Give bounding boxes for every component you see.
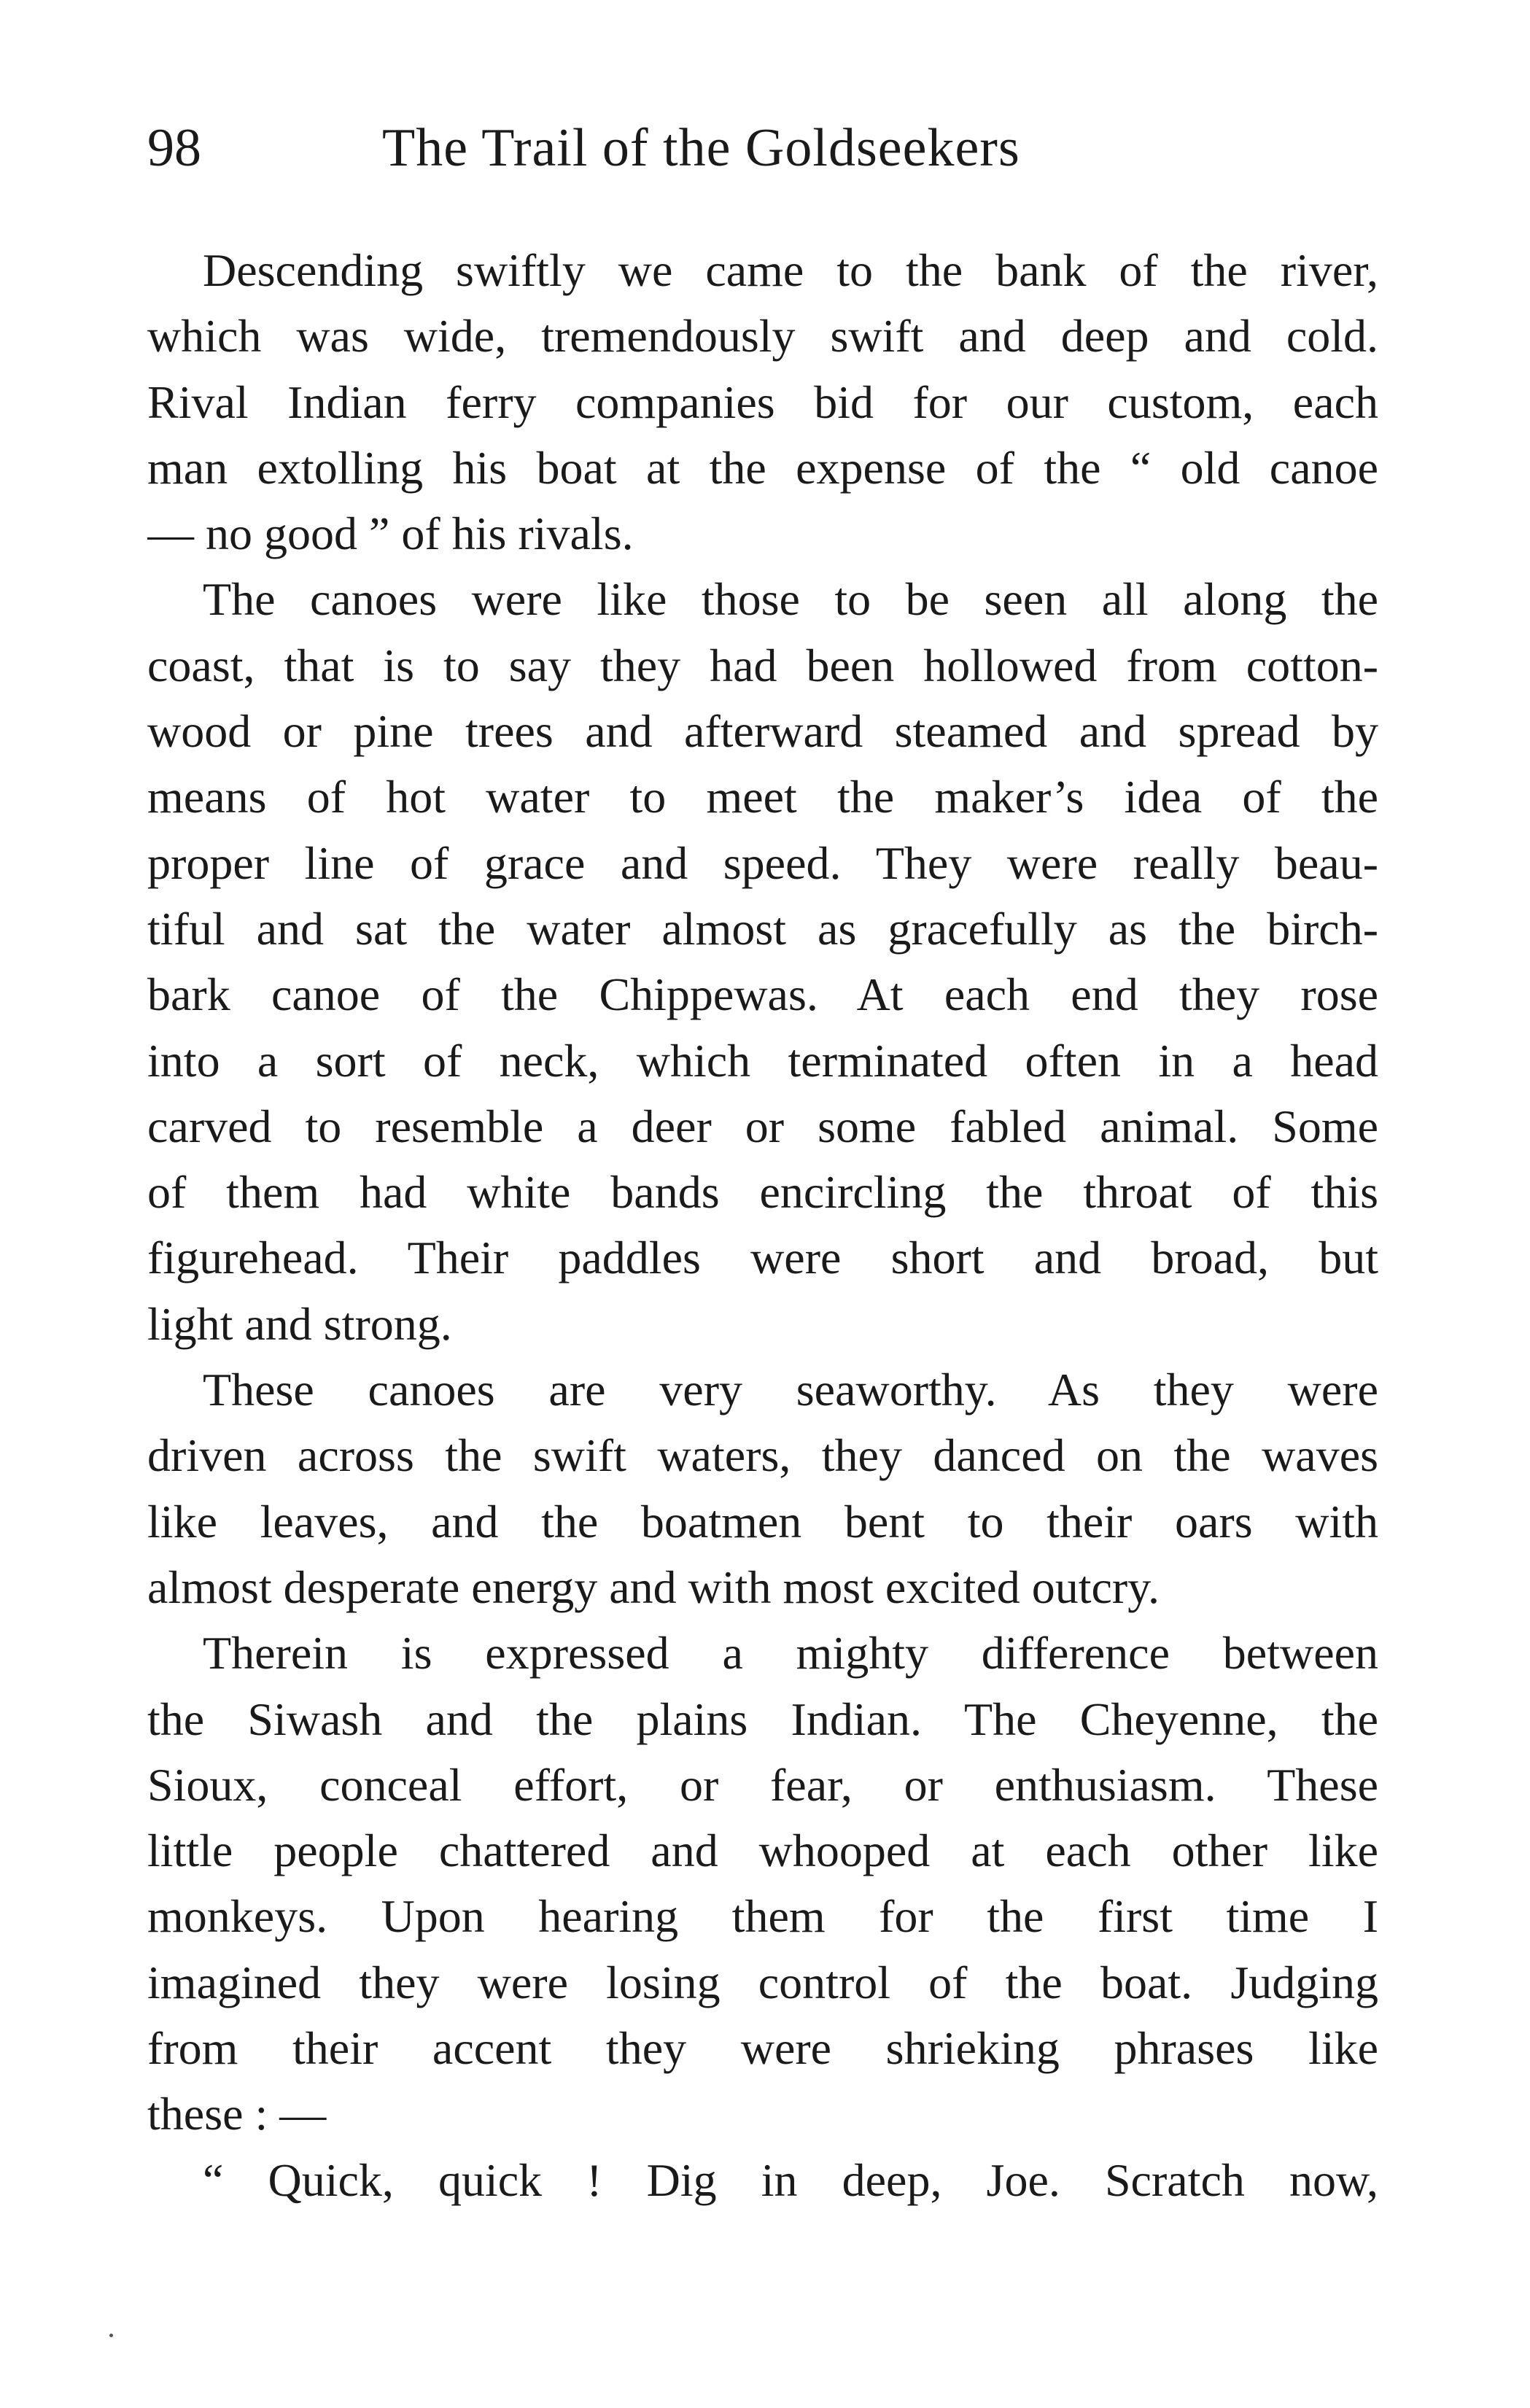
paragraph bbox=[147, 1620, 1378, 2147]
body-text bbox=[147, 238, 1378, 2213]
text-line: which was wide, tremendously swift and deep and cold. bbox=[147, 310, 1378, 362]
text-line: these : — bbox=[147, 2088, 327, 2140]
text-line: carved to resemble a deer or some fabled animal. Some bbox=[147, 1100, 1378, 1152]
text-line: means of hot water to meet the maker’s idea of the bbox=[147, 771, 1378, 823]
text-line: The canoes were like those to be seen all along the bbox=[203, 573, 1378, 626]
text-line: of them had white bands encircling the throat of this bbox=[147, 1166, 1378, 1219]
text-line: bark canoe of the Chippewas. At each end they rose bbox=[147, 968, 1378, 1021]
text-line: figurehead. Their paddles were short and broad, but bbox=[147, 1232, 1378, 1284]
text-line: driven across the swift waters, they danced on the waves bbox=[147, 1429, 1378, 1482]
text-line: Rival Indian ferry companies bid for our custom, each bbox=[147, 376, 1378, 428]
text-line: man extolling his boat at the expense of the “ old canoe bbox=[147, 441, 1378, 494]
text-line: coast, that is to say they had been hollowed from cotton- bbox=[147, 639, 1378, 691]
text-line: imagined they were losing control of the boat. Judging bbox=[147, 1956, 1378, 2008]
print-speck bbox=[109, 2334, 113, 2337]
text-line: proper line of grace and speed. They were really beau- bbox=[147, 836, 1378, 889]
text-line: like leaves, and the boatmen bent to their oars with bbox=[147, 1495, 1378, 1547]
paragraph bbox=[147, 238, 1378, 567]
running-title: The Trail of the Goldseekers bbox=[382, 118, 1020, 178]
text-line: monkeys. Upon hearing them for the first time I bbox=[147, 1890, 1378, 1943]
text-line: — no good ” of his rivals. bbox=[147, 508, 634, 560]
text-line: almost desperate energy and with most excited outcry. bbox=[147, 1561, 1160, 1613]
paragraph bbox=[147, 567, 1378, 1357]
text-line: little people chattered and whooped at each other like bbox=[147, 1825, 1378, 1877]
paragraph bbox=[147, 2148, 1378, 2213]
text-line: into a sort of neck, which terminated often in a head bbox=[147, 1034, 1378, 1087]
text-line: tiful and sat the water almost as gracefully as the birch- bbox=[147, 902, 1378, 955]
page-header bbox=[147, 108, 1378, 188]
text-line: Sioux, conceal effort, or fear, or enthusiasm. These bbox=[147, 1758, 1378, 1811]
text-line: Therein is expressed a mighty difference between bbox=[203, 1627, 1378, 1679]
text-line: wood or pine trees and afterward steamed and spread by bbox=[147, 705, 1378, 758]
text-line: light and strong. bbox=[147, 1297, 452, 1350]
text-line: Descending swiftly we came to the bank of the river, bbox=[203, 244, 1378, 296]
text-line: These canoes are very seaworthy. As they were bbox=[203, 1364, 1378, 1416]
text-line: “ Quick, quick ! Dig in deep, Joe. Scratch now, bbox=[203, 2153, 1378, 2206]
text-line: from their accent they were shrieking phrases like bbox=[147, 2022, 1378, 2075]
paragraph bbox=[147, 1357, 1378, 1620]
text-line: the Siwash and the plains Indian. The Cheyenne, the bbox=[147, 1693, 1378, 1745]
page-number: 98 bbox=[147, 118, 201, 178]
